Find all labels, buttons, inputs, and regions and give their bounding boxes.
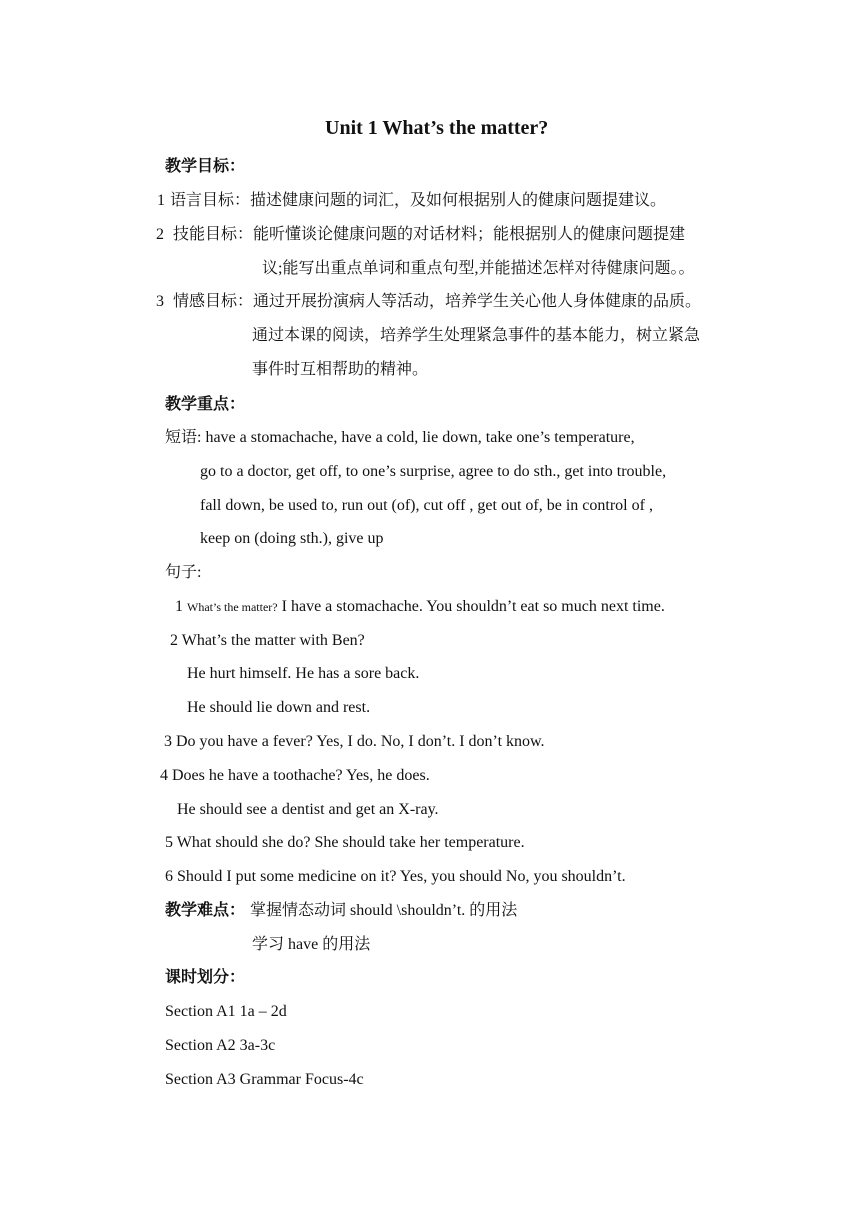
difficulty-2: 学习 have 的用法 bbox=[252, 936, 371, 953]
sentence-1-number: 1 bbox=[175, 598, 183, 615]
sentence-1 bbox=[175, 597, 665, 617]
sentence-3: 3 Do you have a fever? Yes, I do. No, I don’t. I don’t know. bbox=[164, 733, 545, 750]
objective-1: 语言目标：描述健康问题的词汇，及如何根据别人的健康问题提建议。 bbox=[170, 192, 667, 209]
document-title: Unit 1 What’s the matter? bbox=[325, 117, 549, 139]
sentence-2-answer-a: He hurt himself. He has a sore back. bbox=[187, 665, 420, 682]
sentence-5: 5 What should she do? She should take her temperature. bbox=[165, 834, 525, 851]
phrases-line-2: go to a doctor, get off, to one’s surprise, agree to do sth., get into trouble, bbox=[200, 463, 667, 480]
period-1: Section A1 1a – 2d bbox=[165, 1003, 287, 1020]
objectives-heading: 教学目标： bbox=[165, 158, 246, 175]
sentence-1-answer: I have a stomachache. You shouldn’t eat so much next time. bbox=[281, 598, 665, 615]
period-2: Section A2 3a-3c bbox=[165, 1037, 276, 1054]
difficulty-heading: 教学难点： bbox=[165, 902, 246, 919]
objective-2-line-1: 技能目标：能听懂谈论健康问题的对话材料；能根据别人的健康问题提建 bbox=[173, 226, 686, 243]
difficulty-1: 掌握情态动词 should \shouldn’t. 的用法 bbox=[250, 902, 518, 919]
objective-2-number: 2 bbox=[156, 226, 164, 243]
objective-2-line-2: 议;能写出重点单词和重点句型,并能描述怎样对待健康问题。。 bbox=[262, 260, 695, 277]
periods-heading: 课时划分： bbox=[165, 969, 246, 986]
sentence-4-answer: He should see a dentist and get an X-ray. bbox=[177, 801, 439, 818]
sentence-2: 2 What’s the matter with Ben? bbox=[170, 632, 365, 649]
objective-3-line-2: 通过本课的阅读，培养学生处理紧急事件的基本能力，树立紧急 bbox=[252, 327, 701, 344]
phrases-line-4: keep on (doing sth.), give up bbox=[200, 530, 384, 547]
objective-3-line-3: 事件时互相帮助的精神。 bbox=[252, 361, 429, 378]
sentence-2-answer-b: He should lie down and rest. bbox=[187, 699, 371, 716]
objective-3-line-1: 情感目标：通过开展扮演病人等活动，培养学生关心他人身体健康的品质。 bbox=[173, 293, 702, 310]
sentence-4: 4 Does he have a toothache? Yes, he does. bbox=[160, 767, 430, 784]
sentences-label: 句子: bbox=[165, 564, 202, 581]
phrases-line-3: fall down, be used to, run out (of), cut off , get out of, be in control of , bbox=[200, 497, 653, 514]
sentence-6: 6 Should I put some medicine on it? Yes, you should No, you shouldn’t. bbox=[165, 868, 626, 885]
objective-3-number: 3 bbox=[156, 293, 164, 310]
phrases-line-1: 短语: have a stomachache, have a cold, lie down, take one’s temperature, bbox=[165, 429, 635, 446]
period-3: Section A3 Grammar Focus-4c bbox=[165, 1071, 364, 1088]
sentence-1-question: What’s the matter? bbox=[187, 600, 278, 614]
objective-1-number: 1 bbox=[157, 192, 165, 209]
key-points-heading: 教学重点： bbox=[165, 396, 246, 413]
